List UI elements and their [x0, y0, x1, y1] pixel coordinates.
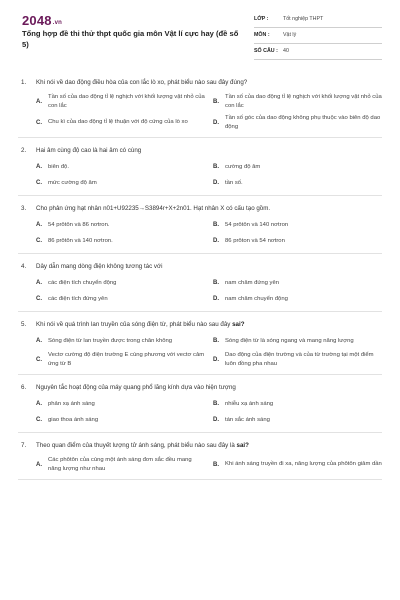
option-text: Sóng điện từ lan truyền được trong chân không — [48, 337, 173, 344]
question-stem — [18, 383, 382, 392]
question-text — [36, 205, 270, 212]
meta-row-class — [254, 14, 382, 28]
question-stem — [18, 320, 382, 329]
answer-option[interactable] — [36, 335, 205, 347]
question-stem — [18, 78, 382, 87]
answer-option[interactable] — [213, 293, 382, 305]
answer-options — [18, 161, 382, 189]
answer-option[interactable] — [36, 219, 205, 231]
option-letter: C. — [36, 238, 42, 244]
meta-row-question-count — [254, 46, 382, 60]
answer-option[interactable] — [36, 293, 205, 305]
question-stem — [18, 204, 382, 213]
question-number: 7. — [21, 442, 27, 449]
question-text-body: Khi nói về dao động điều hòa của con lắc lò xo, phát biểu nào sau đây đúng? — [36, 79, 248, 86]
option-letter: D. — [213, 119, 219, 126]
question-item — [18, 254, 382, 312]
option-letter: C. — [36, 119, 42, 126]
option-text: 54 prôtôn và 86 nơtron. — [48, 221, 110, 228]
answer-option[interactable] — [213, 177, 382, 189]
question-number: 2. — [21, 147, 27, 154]
option-text: các điện tích đứng yên — [48, 295, 108, 302]
question-text — [36, 147, 141, 154]
question-item — [18, 312, 382, 375]
answer-options — [18, 93, 382, 131]
question-number: 1. — [21, 79, 27, 86]
question-item — [18, 70, 382, 138]
option-text: Dao động của điện trường và của từ trường tại một điểm luôn đồng pha nhau — [225, 352, 374, 367]
option-text: tần số. — [225, 179, 243, 186]
option-letter: B. — [213, 222, 219, 228]
answer-option[interactable] — [36, 398, 205, 410]
option-letter: C. — [36, 296, 42, 302]
option-text: Vectơ cường độ điện trường E cùng phương với vectơ cảm ứng từ B — [48, 352, 205, 367]
answer-options — [18, 335, 382, 368]
option-text: Tần số của dao động tỉ lệ nghịch với khối lượng vật nhỏ của con lắc — [48, 94, 205, 109]
option-letter: D. — [213, 417, 219, 423]
question-text-body: Theo quan điểm của thuyết lượng tử ánh sáng, phát biểu nào sau đây là — [36, 442, 237, 449]
question-text — [36, 442, 249, 449]
answer-option[interactable] — [213, 398, 382, 410]
question-stem — [18, 146, 382, 155]
question-stem — [18, 441, 382, 450]
question-number: 5. — [21, 321, 27, 328]
option-letter: B. — [213, 164, 219, 170]
question-text-body: Cho phản ứng hạt nhân n01+U92235→S3894r+X+2n01. Hạt nhân X có cấu tạo gồm. — [36, 205, 271, 212]
option-letter: A. — [36, 338, 42, 344]
option-letter: C. — [36, 417, 42, 423]
option-text: nhiễu xạ ánh sáng — [225, 400, 274, 407]
option-text: Các phôtôn của cùng một ánh sáng đơn sắc đều mang năng lượng như nhau — [48, 457, 192, 472]
answer-options — [18, 398, 382, 426]
meta-row-subject — [254, 30, 382, 44]
question-item — [18, 433, 382, 480]
answer-option[interactable] — [213, 93, 382, 110]
answer-option[interactable] — [213, 456, 382, 473]
answer-option[interactable] — [213, 161, 382, 173]
answer-option[interactable] — [36, 235, 205, 247]
meta-label: SỐ CÂU : — [254, 48, 278, 54]
question-emphasis: sai? — [232, 321, 245, 328]
option-letter: A. — [36, 461, 42, 468]
option-letter: D. — [213, 296, 219, 302]
option-text: cường độ âm — [225, 163, 261, 170]
meta-value: Tốt nghiệp THPT — [283, 16, 324, 22]
option-letter: D. — [213, 356, 219, 363]
question-item — [18, 196, 382, 254]
option-text: các điện tích chuyển động — [48, 279, 117, 286]
question-text-body: Hai âm cùng độ cao là hai âm có cùng — [36, 147, 142, 154]
option-letter: A. — [36, 222, 42, 228]
option-text: nam châm đứng yên — [225, 279, 280, 286]
option-letter: A. — [36, 401, 42, 407]
answer-option[interactable] — [36, 161, 205, 173]
answer-option[interactable] — [36, 114, 205, 131]
answer-option[interactable] — [213, 414, 382, 426]
question-emphasis: sai? — [236, 442, 249, 449]
answer-option[interactable] — [36, 277, 205, 289]
option-text: tán sắc ánh sáng — [225, 416, 270, 423]
option-text: mức cường độ âm — [48, 179, 97, 186]
question-number: 6. — [21, 384, 27, 391]
answer-option[interactable] — [213, 219, 382, 231]
question-text-body: Dây dẫn mang dòng điện không tương tác với — [36, 263, 163, 270]
answer-options — [18, 277, 382, 305]
option-text: nam châm chuyển động — [225, 295, 288, 302]
page-header — [0, 0, 400, 62]
option-text: Khi ánh sáng truyền đi xa, năng lượng của phôtôn giảm dần — [225, 461, 382, 468]
exam-title: Tổng hợp đề thi thử thpt quốc gia môn Vật lí cực hay (đề số 5) — [22, 29, 239, 49]
answer-option[interactable] — [36, 456, 205, 473]
meta-label: LỚP : — [254, 16, 269, 22]
option-text: Tần số của dao động tỉ lệ nghịch với khối lượng vật nhỏ của con lắc — [225, 94, 382, 109]
question-item — [18, 375, 382, 433]
question-text-body: Khi nói về quá trình lan truyền của sóng điện từ, phát biểu nào sau đây — [36, 321, 233, 328]
question-text — [36, 384, 236, 391]
option-letter: A. — [36, 98, 42, 105]
answer-option[interactable] — [36, 177, 205, 189]
option-text: biên độ. — [48, 163, 69, 170]
answer-option[interactable] — [213, 351, 382, 368]
logo-text: 2048 — [22, 13, 52, 28]
option-letter: C. — [36, 356, 42, 363]
option-text: 86 prôton và 54 nơtron — [225, 237, 285, 244]
answer-option[interactable] — [36, 351, 205, 368]
meta-value: Vật lý — [283, 32, 297, 38]
question-list — [0, 70, 400, 480]
answer-option[interactable] — [213, 277, 382, 289]
answer-option[interactable] — [36, 93, 205, 110]
answer-option[interactable] — [36, 414, 205, 426]
question-item — [18, 138, 382, 196]
option-letter: A. — [36, 164, 42, 170]
option-letter: A. — [36, 280, 42, 286]
option-text: Sóng điện từ là sóng ngang và mang năng lượng — [225, 337, 354, 344]
question-number: 4. — [21, 263, 27, 270]
option-letter: C. — [36, 180, 42, 186]
answer-options — [18, 219, 382, 247]
exam-meta-table — [254, 14, 382, 62]
question-text-body: Nguyên tắc hoạt động của máy quang phổ lăng kính dựa vào hiện tượng — [36, 384, 236, 391]
option-letter: D. — [213, 180, 219, 186]
question-number: 3. — [21, 205, 27, 212]
option-text: Chu kì của dao động tỉ lệ thuận với độ cứng của lò xo — [48, 119, 188, 126]
option-letter: B. — [213, 338, 219, 344]
meta-label: MÔN : — [254, 32, 270, 38]
meta-value: 40 — [283, 48, 289, 54]
option-letter: B. — [213, 98, 219, 105]
site-logo[interactable] — [22, 13, 62, 28]
question-text — [36, 263, 162, 270]
answer-option[interactable] — [213, 235, 382, 247]
option-text: phản xạ ánh sáng — [48, 400, 95, 407]
question-text — [36, 321, 244, 328]
option-letter: D. — [213, 238, 219, 244]
option-text: 54 prôtôn và 140 nơtron — [225, 221, 289, 228]
logo-suffix: .vn — [52, 20, 63, 26]
question-text — [36, 79, 247, 86]
option-text: 86 prôtôn và 140 nơtron. — [48, 237, 113, 244]
answer-options — [18, 456, 382, 473]
option-text: Tần số góc của dao động không phụ thuộc vào biên độ dao động — [225, 115, 381, 130]
option-letter: B. — [213, 401, 219, 407]
answer-option[interactable] — [213, 114, 382, 131]
question-stem — [18, 262, 382, 271]
option-letter: B. — [213, 280, 219, 286]
answer-option[interactable] — [213, 335, 382, 347]
option-letter: B. — [213, 461, 219, 468]
option-text: giao thoa ánh sáng — [48, 416, 99, 423]
